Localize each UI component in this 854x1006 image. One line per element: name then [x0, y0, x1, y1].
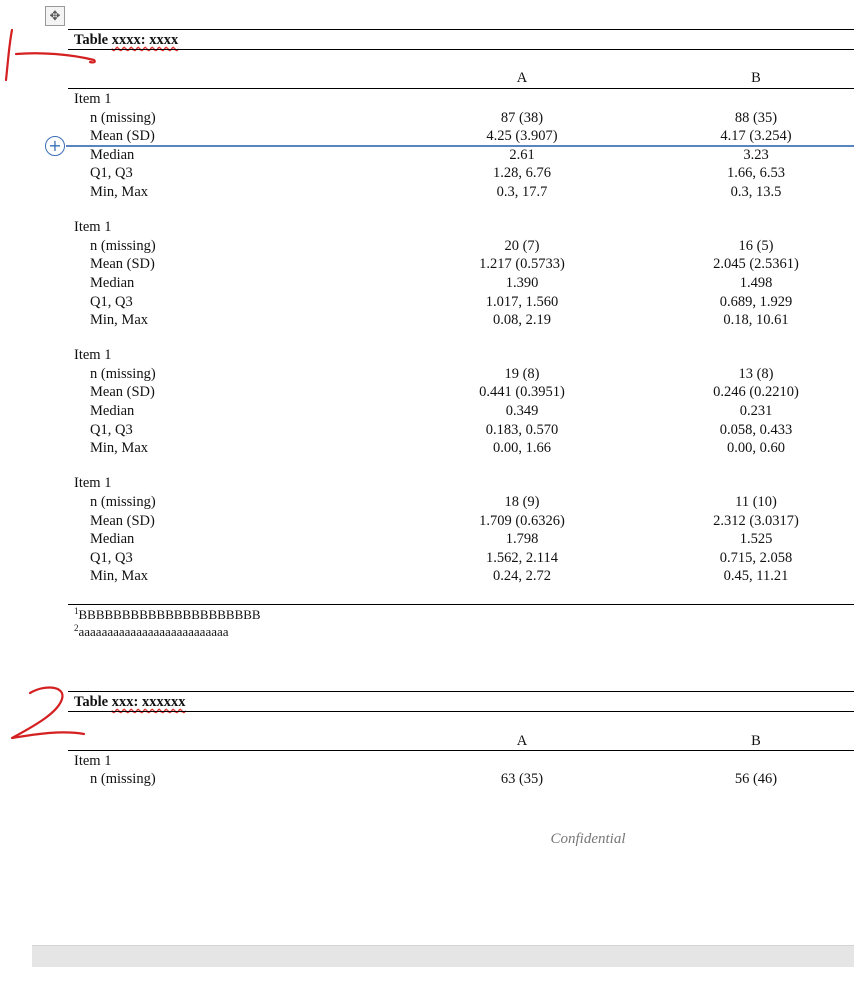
table1-stat-label: n (missing) — [90, 109, 156, 126]
table1-cell-a: 1.28, 6.76 — [493, 165, 551, 182]
table1-cell-b: 4.17 (3.254) — [720, 128, 792, 145]
row-insert-indicator — [66, 145, 854, 147]
table1-cell-a: 2.61 — [509, 146, 535, 163]
table1-stat-label: Min, Max — [90, 440, 148, 457]
table1-cell-b: 3.23 — [743, 146, 769, 163]
footer-confidential: Confidential — [550, 831, 626, 847]
table1-cell-b: 0.231 — [739, 403, 773, 419]
table2-title-rule — [68, 711, 854, 712]
table1-cell-a: 1.562, 2.114 — [486, 549, 558, 566]
table1-cell-a: 1.217 (0.5733) — [479, 256, 565, 273]
table1-stat-label: Q1, Q3 — [90, 549, 133, 566]
table1-cell-b: 11 (10) — [735, 493, 777, 510]
table1-cell-a: 20 (7) — [504, 237, 540, 254]
table1-title-rule — [68, 49, 854, 50]
table2-header-rule — [68, 750, 854, 751]
table1-stat-label: Median — [90, 531, 135, 548]
table1-stat-label: Q1, Q3 — [90, 293, 133, 310]
page-bottom-bar — [32, 945, 854, 967]
table1-group-label: Item 1 — [74, 91, 112, 107]
table1-cell-b: 2.045 (2.5361) — [713, 256, 799, 273]
annotation-number-2 — [12, 687, 84, 738]
table1-stat-label: Q1, Q3 — [90, 165, 133, 182]
table1-footnote-1: $^1$BBBBBBBBBBBBBBBBBBBBB — [74, 606, 261, 622]
table1-cell-b: 1.66, 6.53 — [727, 165, 785, 182]
table1-stat-label: Min, Max — [90, 568, 148, 585]
table1-stat-label: Mean (SD) — [90, 256, 155, 273]
table1-stat-label: Median — [90, 146, 135, 163]
table1-cell-a: 0.349 — [505, 403, 539, 419]
table1-cell-a: 0.3, 17.7 — [496, 184, 548, 200]
table1-group-label: Item 1 — [74, 347, 112, 364]
table1-stat-label: Min, Max — [90, 184, 148, 200]
table2-cell-b: 56 (46) — [734, 771, 778, 787]
table1-cell-b: 0.45, 11.21 — [723, 568, 789, 585]
table1-cell-b: 13 (8) — [738, 365, 774, 382]
table1-cell-b: 1.525 — [739, 531, 773, 548]
table1-col-b-header: B — [751, 70, 761, 86]
table1-cell-b: 0.3, 13.5 — [730, 184, 782, 200]
table1-cell-a: 4.25 (3.907) — [486, 128, 558, 145]
table1-stat-label: Median — [90, 274, 135, 291]
table1-title: Table xxxx: xxxx — [74, 32, 179, 48]
table2-cell-a: 63 (35) — [500, 771, 544, 787]
table1-col-a-header: A — [516, 70, 528, 86]
table1-cell-b: 0.246 (0.2210) — [713, 384, 799, 401]
table1-stat-label: Mean (SD) — [90, 128, 155, 145]
table1-cell-a: 0.00, 1.66 — [493, 440, 551, 457]
table2-col-a-header: A — [516, 733, 528, 749]
table1-cell-a: 87 (38) — [500, 109, 544, 126]
table2-col-b-header: B — [751, 733, 761, 749]
table1-cell-a: 0.24, 2.72 — [493, 568, 551, 585]
annotation-number-1 — [6, 30, 95, 80]
table1-cell-b: 2.312 (3.0317) — [713, 512, 799, 529]
table2-top-rule — [68, 691, 854, 692]
table1-stat-label: Mean (SD) — [90, 384, 155, 401]
table1-cell-b: 16 (5) — [738, 237, 774, 254]
table1-cell-b: 0.058, 0.433 — [719, 421, 793, 438]
table1-footnote-2: $^2$aaaaaaaaaaaaaaaaaaaaaaaaaa — [74, 623, 229, 639]
table1-cell-a: 1.390 — [505, 274, 539, 291]
table1-group-label: Item 1 — [74, 475, 112, 492]
handwritten-annotations — [0, 0, 110, 760]
table1-cell-a: 1.709 (0.6326) — [479, 512, 565, 529]
table1-cell-a: 1.798 — [505, 531, 539, 548]
table1-cell-a: 0.441 (0.3951) — [479, 384, 565, 401]
table2-stat-label: n (missing) — [90, 771, 156, 787]
table1-stat-label: Min, Max — [90, 312, 148, 329]
table1-cell-b: 88 (35) — [734, 109, 778, 126]
table1-cell-b: 1.498 — [739, 274, 773, 291]
table1-group-label: Item 1 — [74, 219, 112, 236]
table1-cell-a: 1.017, 1.560 — [485, 293, 559, 310]
table1-stat-label: n (missing) — [90, 493, 156, 510]
table1-stat-label: Q1, Q3 — [90, 421, 133, 438]
table1-cell-a: 0.08, 2.19 — [493, 312, 551, 329]
table1-cell-b: 0.18, 10.61 — [723, 312, 789, 329]
table1-cell-b: 0.00, 0.60 — [727, 440, 785, 457]
table1-stat-label: n (missing) — [90, 237, 156, 254]
table2-title: Table xxx: xxxxxx — [74, 694, 186, 710]
table1-cell-a: 18 (9) — [504, 493, 540, 510]
table1-cell-b: 0.689, 1.929 — [719, 293, 793, 310]
table1-stat-label: n (missing) — [90, 365, 156, 382]
table1-bottom-rule — [68, 604, 854, 605]
table1-cell-b: 0.715, 2.058 — [719, 549, 793, 566]
table1-cell-a: 0.183, 0.570 — [485, 421, 559, 438]
table2-group-label: Item 1 — [74, 753, 112, 769]
table1-stat-label: Mean (SD) — [90, 512, 155, 529]
table1-cell-a: 19 (8) — [504, 365, 540, 382]
table1-top-rule — [68, 29, 854, 30]
table-move-handle-icon[interactable]: ✥ — [45, 6, 65, 26]
add-row-icon[interactable]: + — [45, 136, 65, 156]
table1-header-rule — [68, 88, 854, 89]
table1-stat-label: Median — [90, 403, 135, 419]
